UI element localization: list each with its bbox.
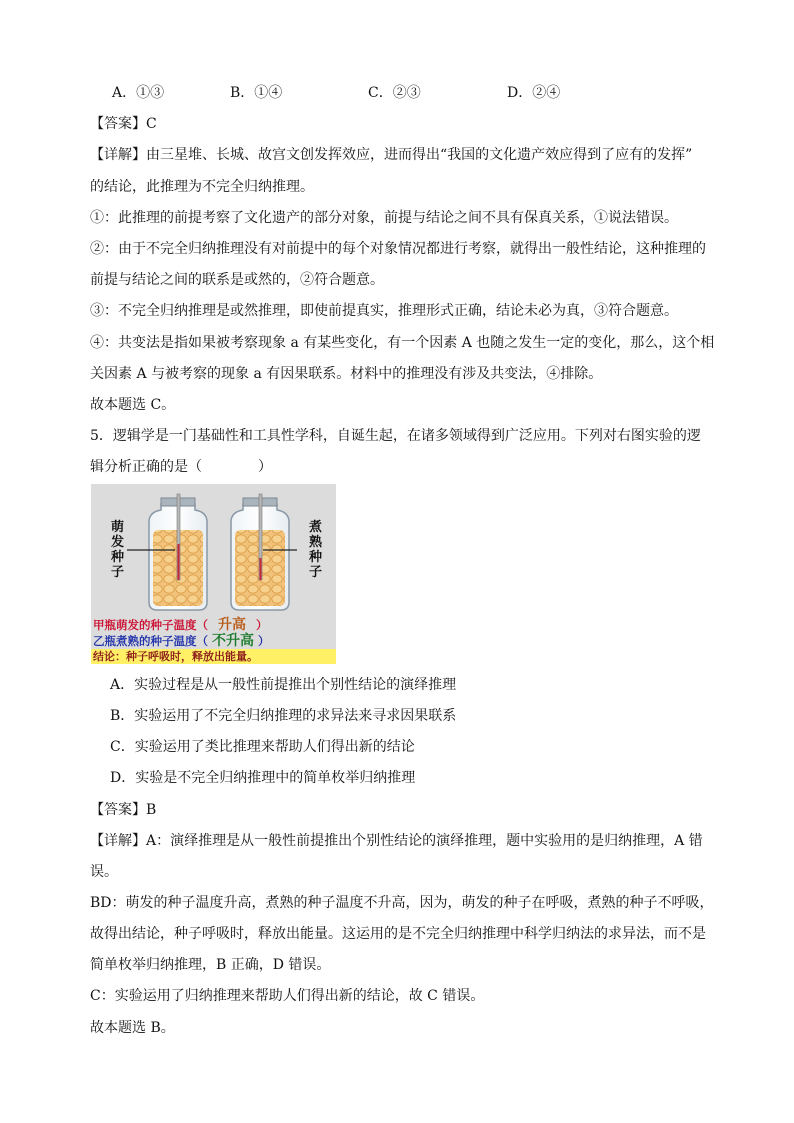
q4-detail-line: 前提与结论之间的联系是或然的，②符合题意。: [90, 272, 384, 288]
option-d: D．②④: [507, 85, 561, 101]
row1-prefix: 甲瓶萌发的种子温度（: [93, 618, 208, 632]
bottle-left-icon: [149, 494, 207, 610]
q5-option-c: C．实验运用了类比推理来帮助人们得出新的结论: [110, 739, 415, 755]
row2-prefix: 乙瓶煮熟的种子温度（: [93, 634, 208, 648]
q4-detail-line: ④：共变法是指如果被考察现象 a 有某些变化，有一个因素 A 也随之发生一定的变化，那么，这个相: [90, 335, 715, 351]
row1-suffix: ）: [256, 618, 268, 632]
q4-conclusion: 故本题选 C。: [90, 397, 176, 413]
q4-answer: 【答案】C: [90, 116, 157, 132]
q4-detail-line: ②：由于不完全归纳推理没有对前提中的每个对象情况都进行考察，就得出一般性结论，这种推理的: [90, 241, 706, 257]
figure-conclusion: 结论：种子呼吸时，释放出能量。: [91, 649, 336, 664]
option-a: A．①③: [112, 85, 165, 101]
q5-detail-line: 故得出结论，种子呼吸时，释放出能量。这运用的是不完全归纳推理中科学归纳法的求异法，而不是: [90, 926, 706, 942]
option-b: B．①④: [230, 85, 283, 101]
q4-detail-line: ③：不完全归纳推理是或然推理，即使前提真实，推理形式正确，结论未必为真，③符合题意。: [90, 303, 678, 319]
q4-detail-line: 关因素 A 与被考察的现象 a 有因果联系。材料中的推理没有涉及共变法，④排除。: [90, 366, 603, 382]
q4-detail-line: 【详解】由三星堆、长城、故宫文创发挥效应，进而得出“我国的文化遗产效应得到了应有的发挥”: [90, 147, 693, 163]
bottle-right-icon: [231, 494, 289, 610]
result-row-2: [93, 632, 270, 648]
q5-detail-line: C：实验运用了归纳推理来帮助人们得出新的结论，故 C 错误。: [90, 988, 485, 1004]
q5-stem-line: 5．逻辑学是一门基础性和工具性学科，自诞生起，在诸多领域得到广泛应用。下列对右图实验的逻: [90, 428, 701, 444]
row2-value: 不升高: [212, 632, 254, 648]
q5-detail-line: 【详解】A：演绎推理是从一般性前提推出个别性结论的演绎推理，题中实验用的是归纳推理，A 错: [90, 833, 703, 849]
q5-detail-line: 简单枚举归纳推理，B 正确，D 错误。: [90, 957, 331, 973]
right-seed-label: 煮熟种子: [309, 520, 323, 580]
q4-detail-line: ①：此推理的前提考察了文化遗产的部分对象，前提与结论之间不具有保真关系，①说法错误。: [90, 210, 678, 226]
q4-detail-line: 的结论，此推理为不完全归纳推理。: [90, 179, 314, 195]
prev-question-options: [0, 82, 794, 104]
q5-detail-line: BD：萌发的种子温度升高，煮熟的种子温度不升高，因为，萌发的种子在呼吸，煮熟的种子不呼吸，: [90, 895, 714, 911]
q5-answer: 【答案】B: [90, 802, 157, 818]
result-row-1: [93, 616, 268, 632]
q5-stem-line: 辑分析正确的是（ ）: [90, 459, 272, 475]
q5-option-b: B．实验运用了不完全归纳推理的求异法来寻求因果联系: [110, 708, 457, 724]
q5-detail-line: 误。: [90, 864, 118, 880]
q5-option-d: D．实验是不完全归纳推理中的简单枚举归纳推理: [110, 770, 416, 786]
q5-conclusion: 故本题选 B。: [90, 1020, 175, 1036]
experiment-figure: [91, 484, 336, 664]
row2-suffix: ）: [258, 634, 270, 648]
left-seed-label: 萌发种子: [111, 520, 125, 580]
q5-option-a: A．实验过程是从一般性前提推出个别性结论的演绎推理: [110, 677, 457, 693]
row1-value: 升高: [218, 616, 246, 632]
option-c: C．②③: [368, 85, 421, 101]
